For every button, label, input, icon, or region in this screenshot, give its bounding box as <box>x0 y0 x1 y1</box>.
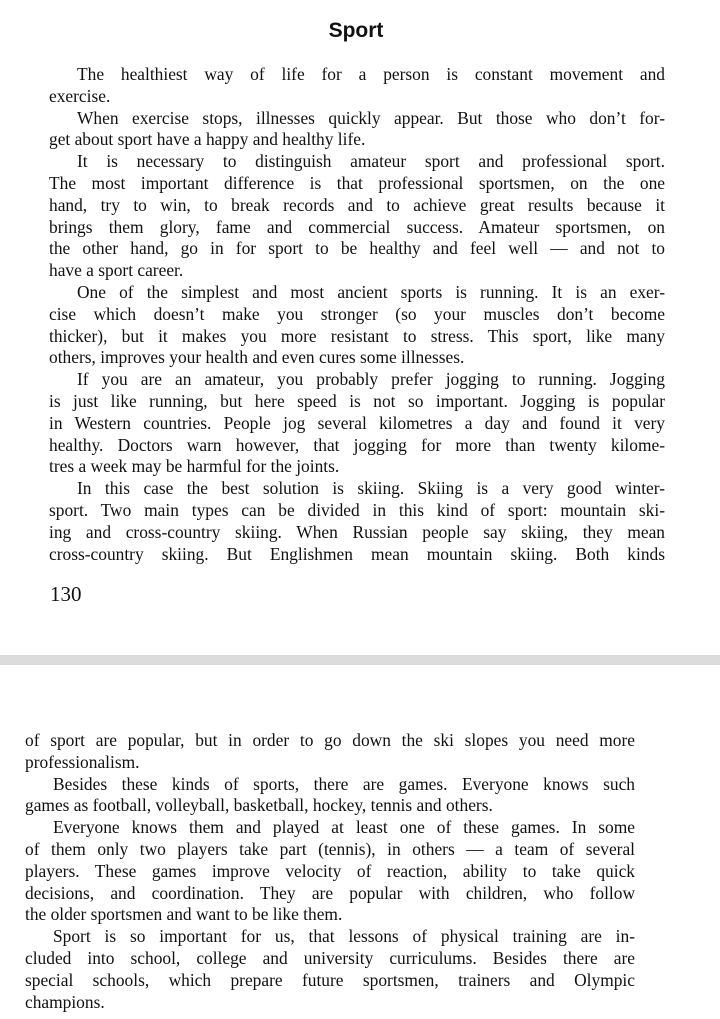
text-line: One of the simplest and most ancient sports is running. It is an exer- <box>77 281 665 302</box>
text-line: in Western countries. People jog several kilometres a day and found it very <box>49 412 665 433</box>
page-title: Sport <box>328 19 384 42</box>
text-line: Besides these kinds of sports, there are games. Everyone knows such <box>53 773 635 794</box>
paragraph <box>49 151 665 282</box>
text-line: In this case the best solution is skiing. Skiing is a very good winter- <box>77 478 665 499</box>
text-line: cise which doesn’t make you stronger (so your muscles don’t become <box>49 303 665 324</box>
text-line: special schools, which prepare future sportsmen, trainers and Olympic <box>25 969 635 990</box>
text-line: of them only two players take part (tennis), in others — a team of several <box>25 838 635 859</box>
text-line: players. These games improve velocity of reaction, ability to take quick <box>25 860 635 881</box>
paragraph <box>25 774 635 818</box>
text-line: is just like running, but here speed is not so important. Jogging is popular <box>49 390 665 411</box>
paragraph <box>49 369 665 478</box>
book-page-131 <box>0 665 720 1019</box>
text-line: sport. Two main types can be divided in this kind of sport: mountain ski- <box>49 499 665 520</box>
paragraph <box>25 926 635 1013</box>
paragraph <box>49 282 665 369</box>
text-line: The healthiest way of life for a person is constant movement and <box>77 64 665 84</box>
paragraph <box>25 730 635 774</box>
text-line: games as football, volleyball, basketball, hockey, tennis and others. <box>25 795 493 816</box>
paragraph <box>49 64 665 108</box>
text-line: ing and cross-country skiing. When Russian people say skiing, they mean <box>49 521 665 542</box>
text-line: thicker), but it makes you more resistant to stress. This sport, like many <box>49 325 665 346</box>
text-line: the older sportsmen and want to be like them. <box>25 904 343 925</box>
text-line: the other hand, go in for sport to be healthy and feel well — and not to <box>49 238 665 259</box>
text-line: get about sport have a happy and healthy life. <box>49 129 366 150</box>
paragraph <box>49 478 665 565</box>
page-separator <box>0 655 720 665</box>
text-line: cluded into school, college and university curriculums. Besides there are <box>25 947 635 968</box>
article-body <box>49 64 665 565</box>
text-line: of sport are popular, but in order to go down the ski slopes you need more <box>25 730 635 750</box>
text-line: hand, try to win, to break records and to achieve great results because it <box>49 194 665 215</box>
text-line: healthy. Doctors warn however, that jogging for more than twenty kilome- <box>49 434 665 455</box>
page-number: 130 <box>50 582 82 606</box>
text-line: When exercise stops, illnesses quickly appear. But those who don’t for- <box>77 107 665 128</box>
text-line: exercise. <box>49 85 111 106</box>
text-line: cross-country skiing. But Englishmen mean mountain skiing. Both kinds <box>49 543 665 564</box>
text-line: Sport is so important for us, that lessons of physical training are in- <box>53 926 635 947</box>
text-line: others, improves your health and even cures some illnesses. <box>49 347 465 368</box>
article-body-continued <box>25 730 635 1013</box>
text-line: The most important difference is that professional sportsmen, on the one <box>49 172 665 193</box>
text-line: have a sport career. <box>49 260 184 281</box>
text-line: decisions, and coordination. They are popular with children, who follow <box>25 882 635 903</box>
text-line: Everyone knows them and played at least one of these games. In some <box>53 817 635 838</box>
text-line: brings them glory, fame and commercial success. Amateur sportsmen, on <box>49 216 665 237</box>
text-line: professionalism. <box>25 751 140 772</box>
text-line: It is necessary to distinguish amateur sport and professional sport. <box>77 151 665 172</box>
paragraph <box>49 108 665 152</box>
text-line: tres a week may be harmful for the joints. <box>49 456 340 477</box>
text-line: If you are an amateur, you probably prefer jogging to running. Jogging <box>77 369 665 390</box>
text-line: champions. <box>25 991 105 1012</box>
paragraph <box>25 817 635 926</box>
